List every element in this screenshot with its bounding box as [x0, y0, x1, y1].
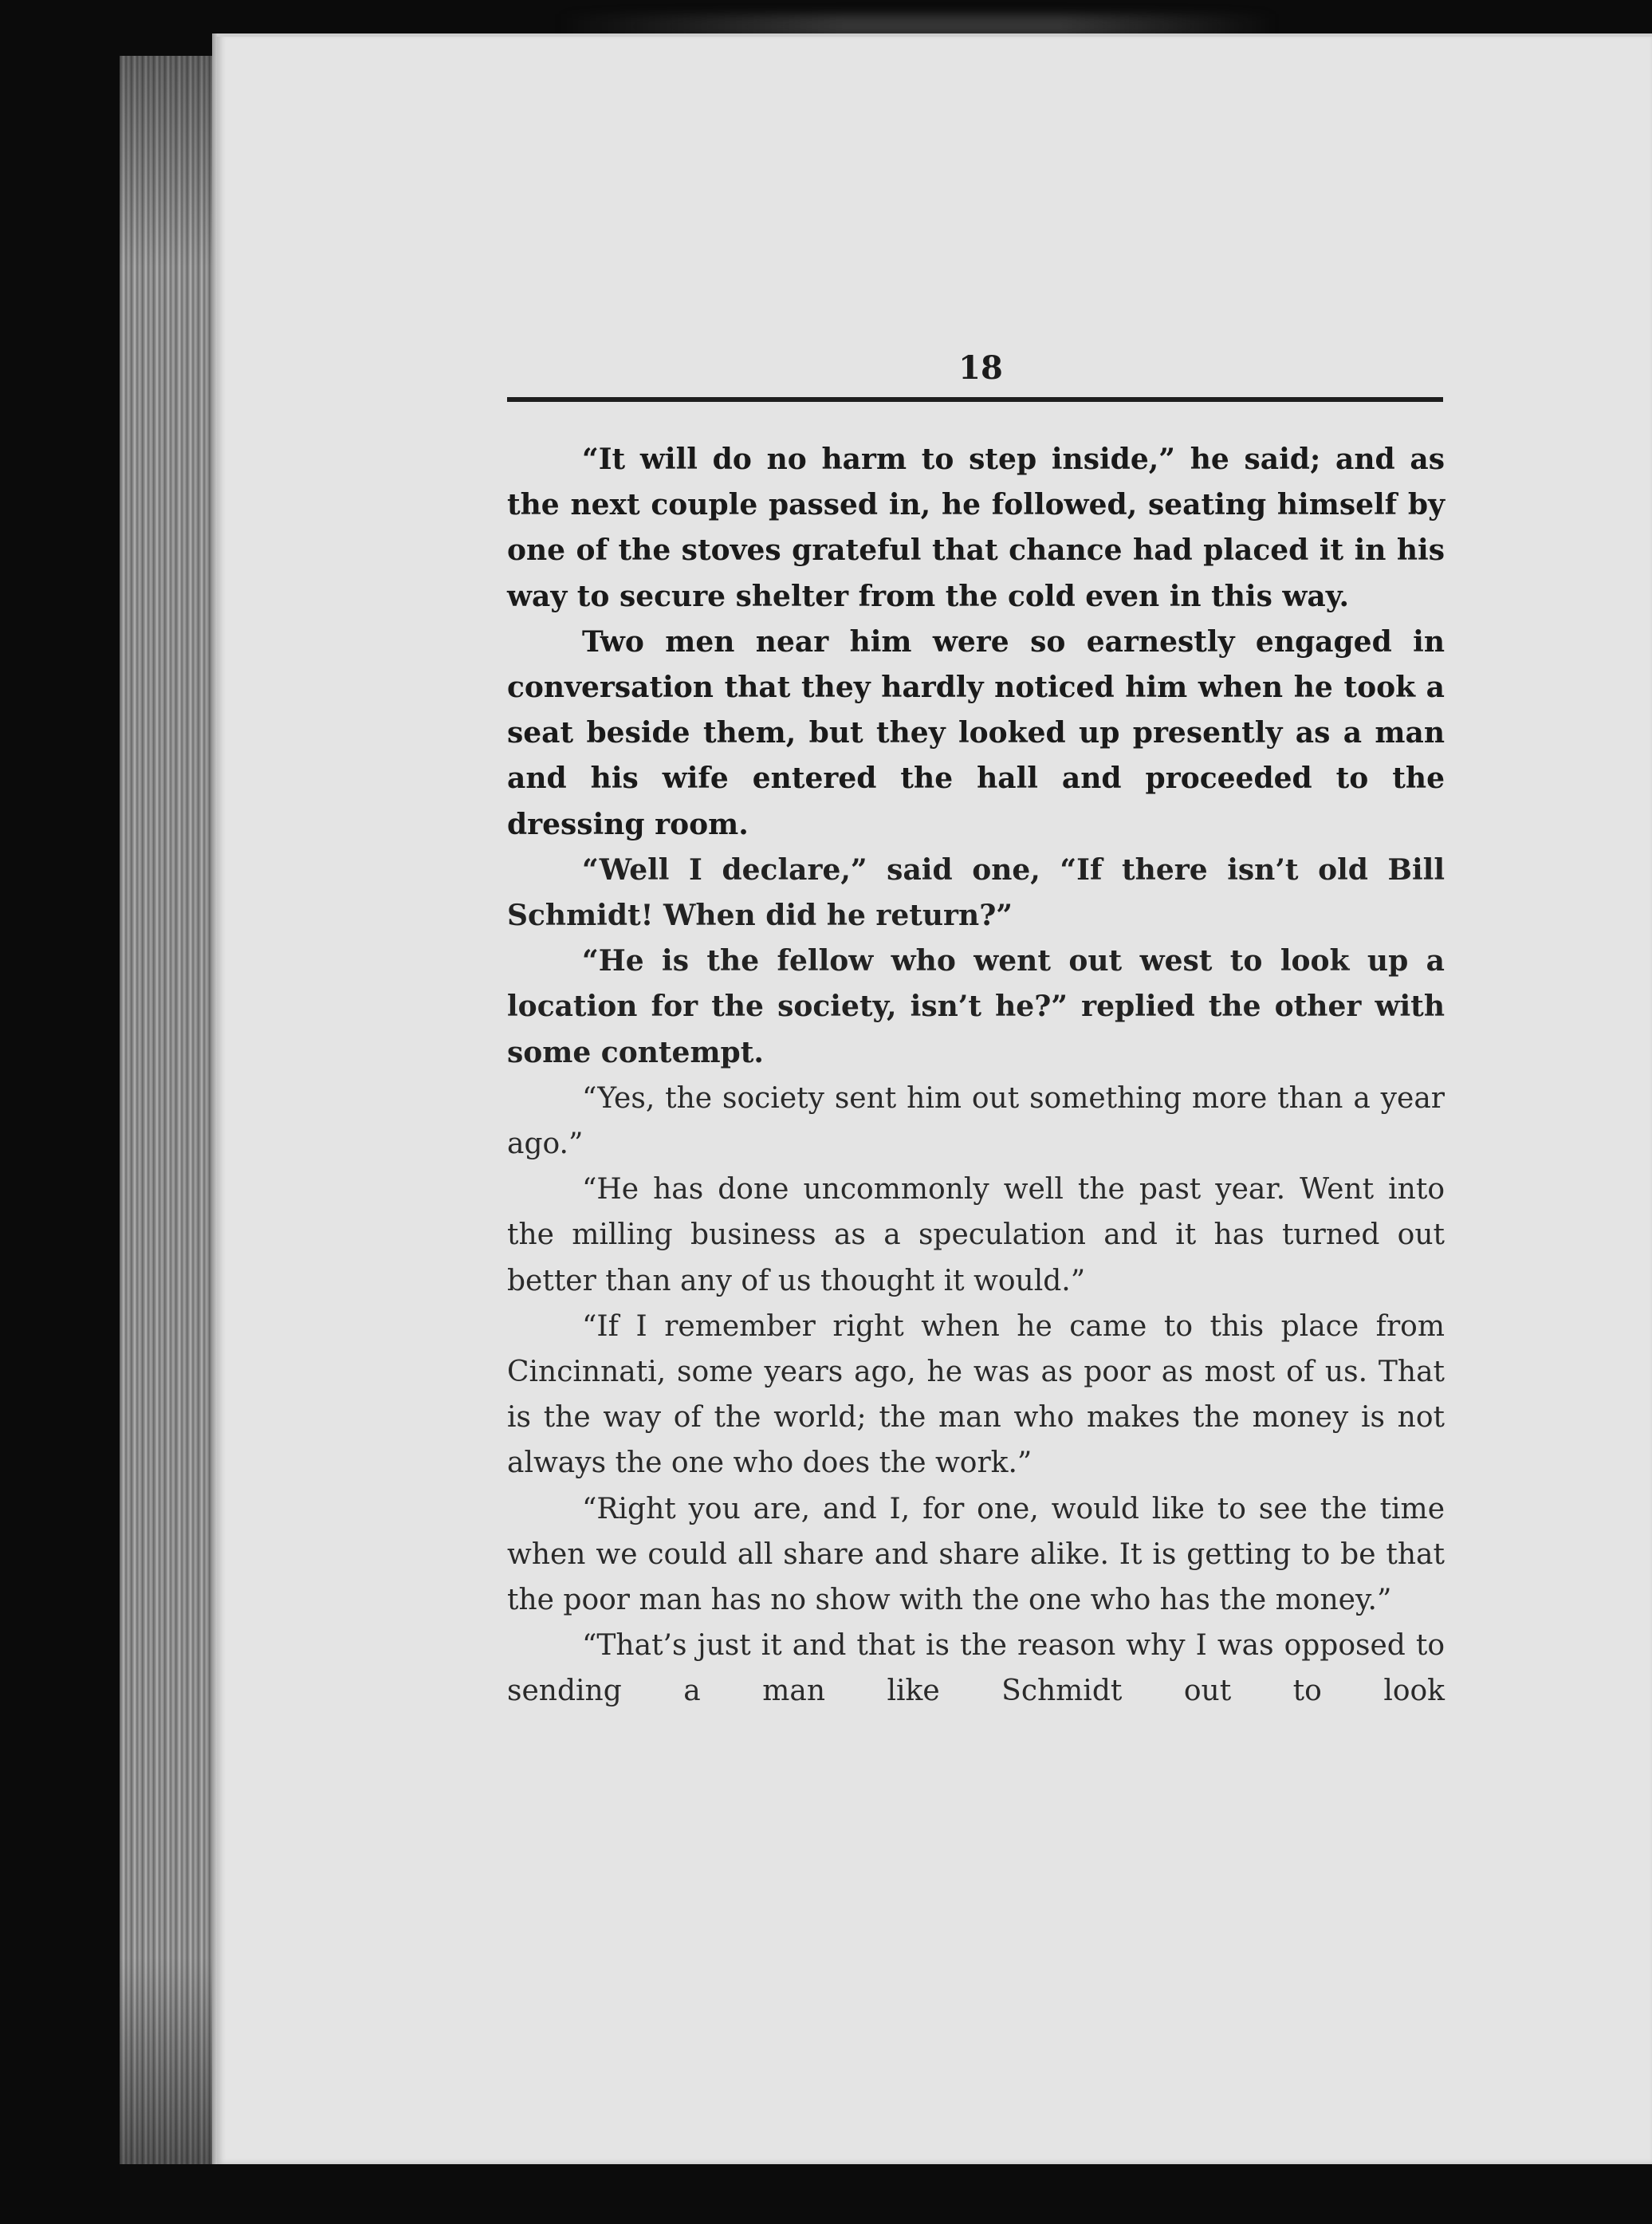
- page-body: [507, 437, 1445, 1714]
- scan-bottom-band: [120, 2164, 1652, 2224]
- header-rule: [507, 397, 1443, 402]
- book-binding-shade: [120, 56, 215, 2169]
- paragraph-6: “He has done uncommonly well the past year. Went into the milling business as a speculation and it has turned out better than any of us thought it would.”: [507, 1173, 1445, 1297]
- paragraph-2: Two men near him were so earnestly engaged in conversation that they hardly noticed him when he took a seat beside them, but they looked up presently as a man and his wife entered the hall and proceeded to the dressing room.: [507, 624, 1445, 841]
- paragraph-8: “Right you are, and I, for one, would like to see the time when we could all share and share alike. It is getting to be that the poor man has no show with the one who has the money.”: [507, 1492, 1445, 1617]
- paragraph-1: “It will do no harm to step inside,” he said; and as the next couple passed in, he followed, seating himself by one of the stoves grateful that chance had placed it in his way to secure shelter from the cold even in this way.: [507, 443, 1445, 613]
- paragraph-7: “If I remember right when he came to this place from Cincinnati, some years ago, he was as poor as most of us. That is the way of the world; the man who makes the money is not always the one who does the work.”: [507, 1309, 1445, 1480]
- page-number: 18: [958, 349, 1003, 387]
- paragraph-9: “That’s just it and that is the reason why I was opposed to sending a man like Schmidt out to look: [507, 1629, 1445, 1708]
- paragraph-4: “He is the fellow who went out west to look up a location for the society, isn’t he?” replied the other with some contempt.: [507, 944, 1445, 1069]
- paragraph-5: “Yes, the society sent him out something more than a year ago.”: [507, 1081, 1445, 1161]
- paragraph-3: “Well I declare,” said one, “If there isn’t old Bill Schmidt! When did he return?”: [507, 852, 1445, 933]
- page-top-edge: [217, 33, 1652, 37]
